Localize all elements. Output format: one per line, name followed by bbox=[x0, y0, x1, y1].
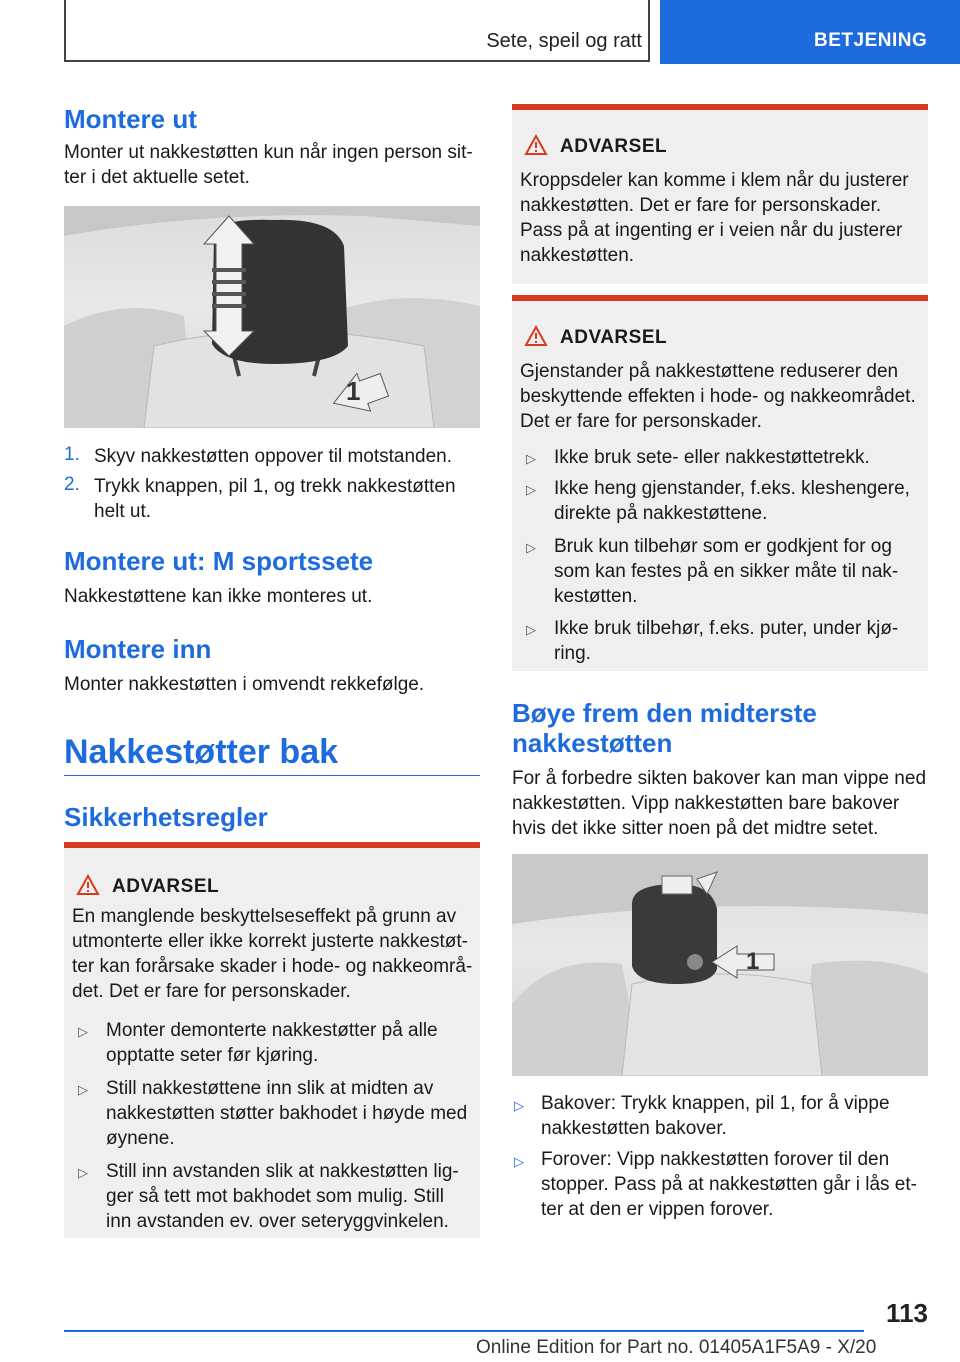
warning-text: Kroppsdeler kan komme i klem når du justerer nakkestøtten. Det er fare for personskader. Pass på at ingenting er i veien når du justerer nakkestøtten. bbox=[520, 170, 909, 266]
warning-icon bbox=[524, 134, 548, 156]
heading-boye-frem: Bøye frem den midterste nakkestøtten bbox=[512, 698, 817, 758]
warning-box bbox=[512, 104, 928, 284]
chapter-rule bbox=[64, 775, 480, 776]
steps-list bbox=[64, 444, 480, 524]
heading-sikkerhetsregler: Sikkerhetsregler bbox=[64, 802, 268, 832]
bullet-triangle-icon: ▷ bbox=[78, 1082, 88, 1097]
text-montere-ut: Monter ut nakkestøtten kun når ingen person sit-ter i det aktuelle setet. bbox=[64, 142, 473, 188]
bullet-triangle-icon: ▷ bbox=[526, 451, 536, 466]
headrest-illustration bbox=[64, 206, 480, 428]
bullet-triangle-icon: ▷ bbox=[78, 1024, 88, 1039]
heading-montere-ut: Montere ut bbox=[64, 104, 197, 134]
warning-title: ADVARSEL bbox=[112, 876, 220, 897]
bullet-triangle-icon: ▷ bbox=[78, 1165, 88, 1180]
warning-bullet: Ikke bruk sete- eller nakkestøttetrekk. bbox=[554, 447, 870, 468]
warning-title: ADVARSEL bbox=[560, 327, 668, 348]
headrest-figure bbox=[64, 206, 480, 428]
page-number: 113 bbox=[886, 1298, 928, 1328]
bullet-triangle-icon: ▷ bbox=[526, 622, 536, 637]
warning-icon bbox=[524, 325, 548, 347]
warning-bullet: Monter demonterte nakkestøtter på alle opptatte seter før kjøring. bbox=[106, 1020, 438, 1066]
text-boye-frem: For å forbedre sikten bakover kan man vippe ned nakkestøtten. Vipp nakkestøtten bare bakover hvis det ikke sitter noen på det midtre setet. bbox=[512, 768, 927, 839]
figure-label-1: 1 bbox=[346, 376, 361, 406]
warning-text: Gjenstander på nakkestøttene reduserer den beskyttende effekten i hode- og nakkeområdet. Det er fare for personskader. bbox=[520, 361, 916, 432]
figure-label-1: 1 bbox=[746, 948, 760, 975]
warning-icon bbox=[76, 874, 100, 896]
step-text: Trykk knappen, pil 1, og trekk nakkestøtten helt ut. bbox=[94, 476, 456, 522]
text-montere-inn: Monter nakkestøtten i omvendt rekkefølge. bbox=[64, 674, 425, 695]
warning-box bbox=[512, 295, 928, 671]
warning-bullet: Still inn avstanden slik at nakkestøtten lig-ger så tett mot bakhodet som mulig. Still inn avstanden ev. over seteryggvinkelen. bbox=[106, 1161, 459, 1232]
warning-bullet: Ikke bruk tilbehør, f.eks. puter, under kjø-ring. bbox=[554, 618, 899, 664]
tilt-bullet: Bakover: Trykk knappen, pil 1, for å vippe nakkestøtten bakover. bbox=[541, 1093, 890, 1139]
header-section-title: Sete, speil og ratt bbox=[486, 30, 642, 52]
footer-rule bbox=[64, 1330, 864, 1332]
headrest-tilt-illustration bbox=[512, 854, 928, 1076]
step-text: Skyv nakkestøtten oppover til motstanden. bbox=[94, 446, 453, 467]
chapter-title: Nakkestøtter bak bbox=[64, 733, 339, 771]
warning-title: ADVARSEL bbox=[560, 136, 668, 157]
step-number: 2. bbox=[64, 474, 80, 495]
bullet-triangle-icon: ▷ bbox=[514, 1154, 524, 1169]
warning-bullet: Still nakkestøttene inn slik at midten av nakkestøtten støtter bakhodet i høyde med øynene. bbox=[106, 1078, 468, 1149]
bullet-triangle-icon: ▷ bbox=[514, 1098, 524, 1113]
heading-montere-ut-m: Montere ut: M sportssete bbox=[64, 546, 374, 576]
warning-box bbox=[64, 842, 480, 1238]
headrest-tilt-figure bbox=[512, 854, 928, 1076]
heading-montere-inn: Montere inn bbox=[64, 634, 212, 664]
header-tab[interactable] bbox=[660, 0, 960, 64]
warning-bullet: Bruk kun tilbehør som er godkjent for og som kan festes på en sikker måte til nak-kestøtten. bbox=[554, 536, 899, 607]
step-number: 1. bbox=[64, 444, 80, 465]
warning-text: En manglende beskyttelseseffekt på grunn av utmonterte eller ikke korrekt justerte nakkestøt-ter kan forårsake skader i hode- og nakkeområ-det. Det er fare for personskader. bbox=[72, 906, 473, 1002]
footer-edition: Online Edition for Part no. 01405A1F5A9 - X/20 bbox=[476, 1337, 877, 1358]
bullet-triangle-icon: ▷ bbox=[526, 540, 536, 555]
tilt-bullet: Forover: Vipp nakkestøtten forover til den stopper. Pass på at nakkestøtten går i lås et-ter at den er vippen forover. bbox=[541, 1149, 917, 1220]
header-tab-label: BETJENING bbox=[814, 30, 928, 51]
text-montere-ut-m: Nakkestøttene kan ikke monteres ut. bbox=[64, 586, 373, 607]
bullet-triangle-icon: ▷ bbox=[526, 482, 536, 497]
warning-bullet: Ikke heng gjenstander, f.eks. kleshengere, direkte på nakkestøttene. bbox=[554, 478, 910, 524]
